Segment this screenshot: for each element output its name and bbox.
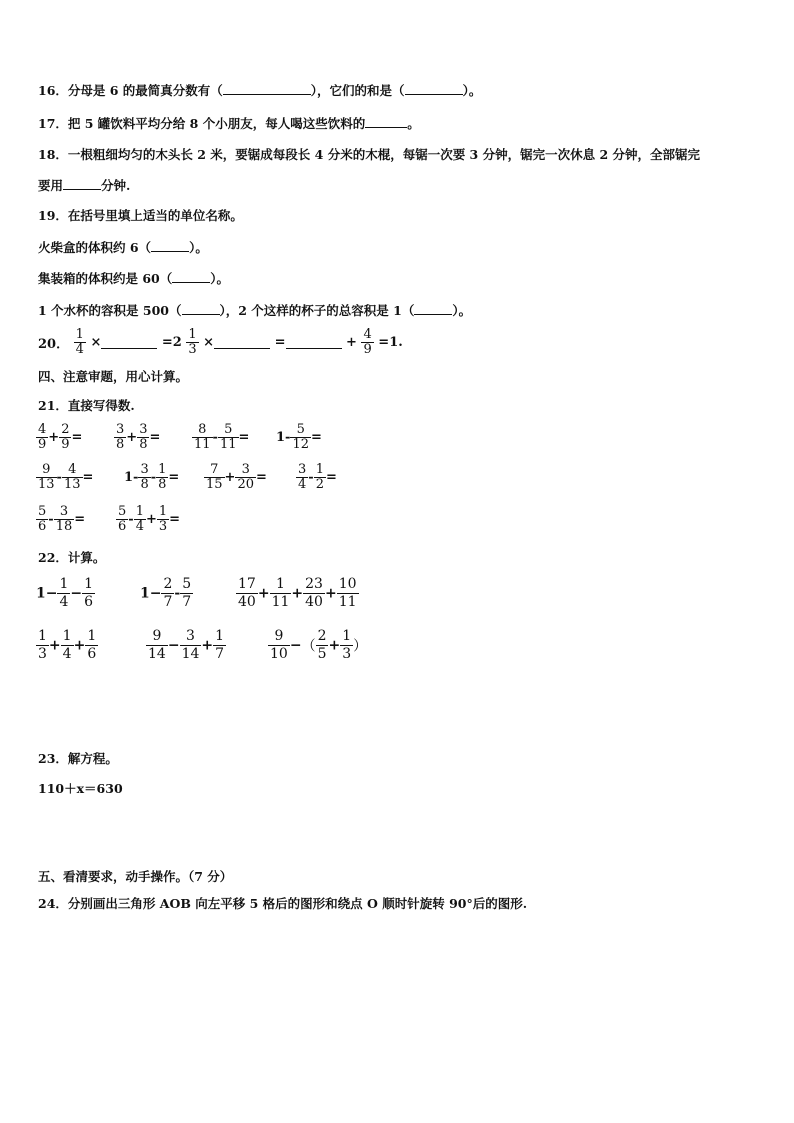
answer-blank[interactable] (405, 82, 463, 95)
question-19-item-2: 集装箱的体积约是 60（ ）。 (38, 271, 230, 286)
expression: $\frac{8}{11}$ - $\frac{5}{11}$ = (194, 422, 250, 452)
question-19-item-3: 1 个水杯的容积是 500（ ），2 个这样的杯子的总容积是 1（ ）。 (38, 303, 472, 318)
expression: $\frac{7}{15}$ + $\frac{3}{20}$ = (206, 462, 267, 492)
expression: 1- $\frac{3}{8}$ - $\frac{1}{8}$ = (124, 462, 180, 492)
answer-blank[interactable] (223, 82, 311, 95)
question-23-title: 23．解方程。 (38, 751, 118, 766)
expression: $\frac{3}{8}$ + $\frac{3}{8}$ = (116, 422, 161, 452)
equation: 110＋x＝630 (38, 781, 123, 796)
fraction: $\frac{4}{9}$ (363, 327, 372, 357)
expression: 1− $\frac{2}{7}$ - $\frac{5}{7}$ (140, 576, 192, 610)
answer-blank[interactable] (214, 336, 270, 349)
expression: $\frac{5}{6}$ - $\frac{3}{18}$ = (38, 504, 86, 534)
section-5-heading: 五、看清要求，动手操作。（7 分） (38, 869, 233, 884)
question-20: 20． $\frac{1}{4}$ × =2 $\frac{1}{3}$ × = + $\frac{4}{9}$ =1. (38, 327, 403, 357)
question-21-title: 21．直接写得数. (38, 398, 135, 413)
question-16: 16．分母是 6 的最简真分数有（ ），它们的和是（ ）。 (38, 83, 482, 98)
question-24: 24．分别画出三角形 AOB 向左平移 5 格后的图形和绕点 O 顺时针旋转 90°后的图形. (38, 896, 528, 911)
expression: $\frac{9}{13}$ - $\frac{4}{13}$ = (38, 462, 94, 492)
expression: $\frac{3}{4}$ - $\frac{1}{2}$ = (298, 462, 337, 492)
expression: $\frac{9}{14}$ − $\frac{3}{14}$ + $\frac{1}{7}$ (148, 628, 225, 662)
answer-blank[interactable] (182, 302, 220, 315)
fraction: $\frac{1}{4}$ (75, 327, 84, 357)
question-17: 17．把 5 罐饮料平均分给 8 个小朋友，每人喝这些饮料的 。 (38, 116, 420, 131)
answer-blank[interactable] (365, 115, 407, 128)
question-19-item-1: 火柴盒的体积约 6（ ）。 (38, 240, 208, 255)
answer-blank[interactable] (286, 336, 342, 349)
answer-blank[interactable] (101, 336, 157, 349)
expression: 1- $\frac{5}{12}$ = (276, 422, 322, 452)
expression: $\frac{1}{3}$ + $\frac{1}{4}$ + $\frac{1}{6}$ (38, 628, 97, 662)
expression: 1− $\frac{1}{4}$ − $\frac{1}{6}$ (36, 576, 94, 610)
question-22-title: 22．计算。 (38, 550, 106, 565)
expression: $\frac{9}{10}$ −（ $\frac{2}{5}$ + $\frac{1}{3}$ ） (270, 628, 368, 662)
section-4-heading: 四、注意审题，用心计算。 (38, 369, 189, 384)
answer-blank[interactable] (172, 270, 210, 283)
question-18-line-1: 18．一根粗细均匀的木头长 2 米，要锯成每段长 4 分米的木棍，每锯一次要 3 分钟，锯完一次休息 2 分钟，全部锯完 (38, 147, 701, 162)
answer-blank[interactable] (414, 302, 452, 315)
expression: $\frac{5}{6}$ - $\frac{1}{4}$ + $\frac{1}{3}$ = (118, 504, 181, 534)
expression: $\frac{17}{40}$ + $\frac{1}{11}$ + $\frac{23}{40}$ + $\frac{10}{11}$ (238, 576, 357, 610)
question-18-line-2: 要用 分钟. (38, 178, 131, 193)
question-19-title: 19．在括号里填上适当的单位名称。 (38, 208, 243, 223)
answer-blank[interactable] (151, 239, 189, 252)
expression: $\frac{4}{9}$ + $\frac{2}{9}$ = (38, 422, 83, 452)
answer-blank[interactable] (63, 177, 101, 190)
fraction: $\frac{1}{3}$ (188, 327, 197, 357)
